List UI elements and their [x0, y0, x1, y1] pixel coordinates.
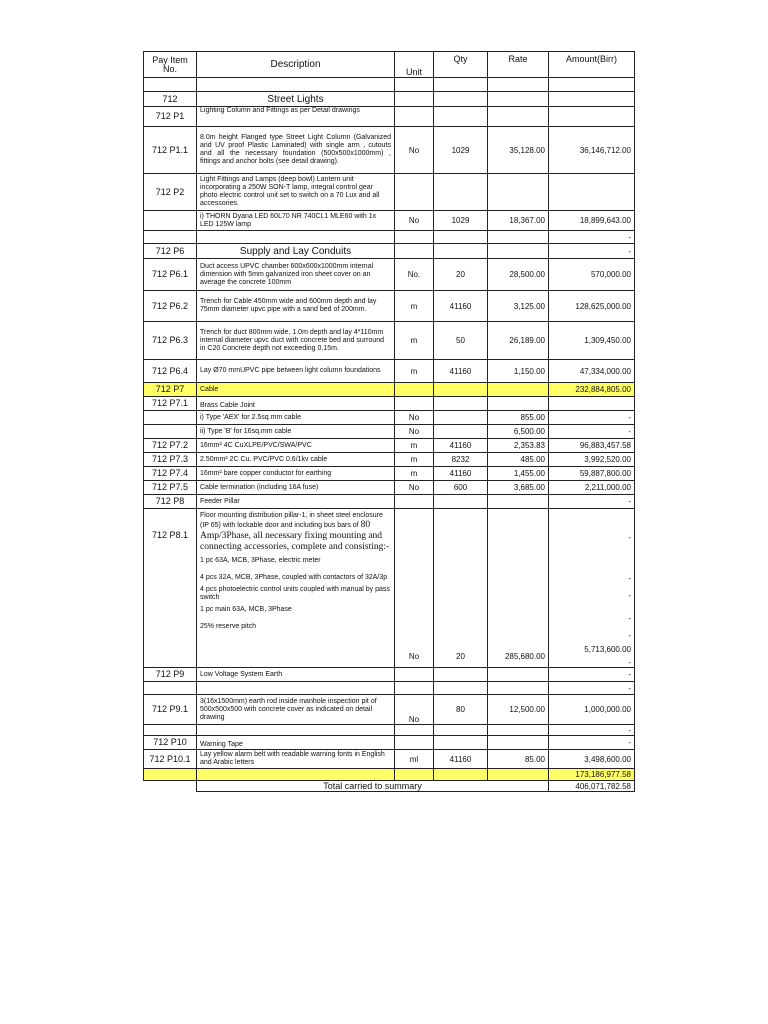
unit-cell: No. [395, 259, 434, 291]
description-cell: 3(16x1500mm) earth rod inside manhole inspection pit of 500x500x500 with concrete cover as indicated on detail drawing [197, 695, 395, 725]
table-row [144, 397, 635, 411]
amount-cell: 96,883,457.58 [549, 439, 635, 453]
rate-cell: 3,125.00 [488, 291, 549, 322]
table-row [144, 453, 635, 467]
amount-cell: 570,000.00 [549, 259, 635, 291]
header-amount: Amount(Birr) [549, 52, 635, 78]
unit-cell: m [395, 439, 434, 453]
table-row [144, 439, 635, 453]
unit-cell: No [395, 425, 434, 439]
header-row [144, 52, 635, 78]
table-row [144, 211, 635, 231]
qty-cell: 1029 [434, 211, 488, 231]
table-row [144, 174, 635, 211]
header-qty: Qty [434, 52, 488, 78]
amount-cell: - [549, 668, 635, 682]
table-row [144, 481, 635, 495]
table-row [144, 107, 635, 127]
amount-cell: 47,334,000.00 [549, 360, 635, 383]
rate-cell: 85.00 [488, 750, 549, 769]
description-cell: Brass Cable Joint [197, 397, 395, 411]
description-cell: Cable [197, 383, 395, 397]
header-description: Description [197, 52, 395, 78]
qty-cell: 50 [434, 322, 488, 360]
description-subitem: 4 pcs photoelectric control units coupled with manual by pass switch [200, 586, 390, 601]
amount-cell: 18,899,643.00 [549, 211, 635, 231]
amount-cell: 1,309,450.00 [549, 322, 635, 360]
total-amount: 406,071,782.58 [549, 781, 635, 792]
section-title: Supply and Lay Conduits [197, 244, 395, 259]
pay-item-cell: 712 [144, 92, 197, 107]
pay-item-cell: 712 P6.4 [144, 360, 197, 383]
unit-cell: m [395, 360, 434, 383]
description-text: Floor mounting distribution pillar-1, in sheet steel enclosure (IP 65) with lockable door and including bus bars of [200, 512, 383, 529]
header-pay-item: Pay Item No. [144, 52, 197, 78]
rate-cell: 285,680.00 [488, 509, 549, 668]
rate-cell: 28,500.00 [488, 259, 549, 291]
rate-cell: 12,500.00 [488, 695, 549, 725]
rate-cell: 855.00 [488, 411, 549, 425]
description-cell: 16mm² bare copper conductor for earthing [197, 467, 395, 481]
table-row [144, 291, 635, 322]
rate-cell: 26,189.00 [488, 322, 549, 360]
pay-item-cell: 712 P6.3 [144, 322, 197, 360]
bill-of-quantities-table [143, 51, 635, 792]
pay-item-cell: 712 P8 [144, 495, 197, 509]
description-subitem: 1 pc 63A, MCB, 3Phase, electric meter [200, 557, 321, 564]
unit-cell: m [395, 291, 434, 322]
subtotal-amount: 173,186,977.58 [549, 769, 635, 781]
description-cell: Duct access UPVC chamber 600x600x1000mm internal dimension with 5mm galvanized iron sheet cover on an average the concrete 100mm [197, 259, 395, 291]
pay-item-cell: 712 P7.4 [144, 467, 197, 481]
table-row [144, 682, 635, 695]
pay-item-cell: 712 P6.1 [144, 259, 197, 291]
description-cell: ii) Type 'B' for 16sq.mm cable [197, 425, 395, 439]
pay-item-cell: 712 P10.1 [144, 750, 197, 769]
amount-cell: 2,211,000.00 [549, 481, 635, 495]
amount-cell: 3,992,520.00 [549, 453, 635, 467]
unit-cell: m [395, 467, 434, 481]
amount-cell: - [549, 231, 635, 244]
description-cell: Low Voltage System Earth [197, 668, 395, 682]
rate-cell: 6,500.00 [488, 425, 549, 439]
amount-cell: - [549, 411, 635, 425]
unit-cell: m [395, 453, 434, 467]
amount-cell: 36,146,712.00 [549, 127, 635, 174]
table-row [144, 509, 635, 668]
unit-cell: m [395, 322, 434, 360]
pay-item-cell: 712 P1 [144, 107, 197, 127]
description-cell: 16mm² 4C CuXLPE/PVC/SWA/PVC [197, 439, 395, 453]
description-subitem: 1 pc main 63A, MCB, 3Phase [200, 606, 292, 613]
unit-cell: No [395, 211, 434, 231]
pay-item-cell: 712 P6 [144, 244, 197, 259]
pay-item-cell: 712 P7.5 [144, 481, 197, 495]
unit-cell: ml [395, 750, 434, 769]
qty-cell: 41160 [434, 750, 488, 769]
qty-cell: 41160 [434, 360, 488, 383]
description-subitem: 25% reserve pitch [200, 623, 257, 630]
rate-cell: 2,353.83 [488, 439, 549, 453]
unit-cell: No [395, 695, 434, 725]
rate-cell: 1,150.00 [488, 360, 549, 383]
qty-cell: 8232 [434, 453, 488, 467]
description-cell: Lay Ø70 mmUPVC pipe between light column foundations [197, 360, 395, 383]
total-row [144, 781, 635, 792]
table-row [144, 736, 635, 750]
table-row [144, 78, 635, 92]
total-label: Total carried to summary [197, 781, 549, 792]
unit-cell: No [395, 481, 434, 495]
description-cell: Light Fittings and Lamps (deep bowl) Lantern unit incorporating a 250W SON-T lamp, integral control gear photo electric control unit set to switch on a 70 Lux and all accessories. [197, 174, 395, 211]
pay-item-cell: 712 P8.1 [144, 509, 197, 668]
pay-item-cell: 712 P9 [144, 668, 197, 682]
amount-cell: 128,625,000.00 [549, 291, 635, 322]
description-cell: Trench for Cable 450mm wide and 600mm depth and lay 75mm diameter upvc pipe with a sand bed of 200mm. [197, 291, 395, 322]
unit-cell: No [395, 411, 434, 425]
description-cell: Trench for duct 800mm wide, 1.0m depth and lay 4*110mm internal diameter upvc duct with concrete bed and surround in C20 Concrete depth not exceeding 0.15m. [197, 322, 395, 360]
pay-item-cell: 712 P9.1 [144, 695, 197, 725]
amount-cell: - [549, 736, 635, 750]
pay-item-cell: 712 P2 [144, 174, 197, 211]
table-row [144, 725, 635, 736]
amount-cell: - [549, 682, 635, 695]
qty-cell: 600 [434, 481, 488, 495]
pay-item-cell: 712 P7.3 [144, 453, 197, 467]
amount-cell: 59,887,800.00 [549, 467, 635, 481]
pay-item-cell: 712 P10 [144, 736, 197, 750]
table-row [144, 695, 635, 725]
rate-cell: 3,685.00 [488, 481, 549, 495]
qty-cell: 1029 [434, 127, 488, 174]
pay-item-cell: 712 P7 [144, 383, 197, 397]
table-row [144, 127, 635, 174]
rate-cell: 18,367.00 [488, 211, 549, 231]
table-row [144, 259, 635, 291]
amount-cell: - [549, 495, 635, 509]
table-row [144, 668, 635, 682]
amount-cell: - - - - - 5,713,600.00 - [549, 509, 635, 668]
pay-item-cell: 712 P6.2 [144, 291, 197, 322]
rate-cell: 35,128.00 [488, 127, 549, 174]
description-cell: Feeder Pillar [197, 495, 395, 509]
table-row [144, 495, 635, 509]
section-title: Street Lights [197, 92, 395, 107]
amount-cell: 232,884,805.00 [549, 383, 635, 397]
header-unit: Unit [395, 52, 434, 78]
description-cell: Lighting Column and Fittings as per Detail drawings [197, 107, 395, 127]
table-row [144, 92, 635, 107]
header-rate: Rate [488, 52, 549, 78]
pay-item-cell: 712 P7.1 [144, 397, 197, 411]
table-row-highlight [144, 383, 635, 397]
table-row [144, 411, 635, 425]
table-row [144, 244, 635, 259]
description-cell [197, 509, 395, 668]
table-row [144, 467, 635, 481]
amount-cell: - [549, 425, 635, 439]
qty-cell: 20 [434, 259, 488, 291]
description-cell: i) Type 'AEX' for 2.5sq.mm cable [197, 411, 395, 425]
table-row [144, 425, 635, 439]
table-row [144, 750, 635, 769]
amount-cell: - [549, 244, 635, 259]
description-cell: Warning Tape [197, 736, 395, 750]
unit-cell: No [395, 127, 434, 174]
qty-cell: 80 [434, 695, 488, 725]
qty-cell: 41160 [434, 439, 488, 453]
unit-cell: No [395, 509, 434, 668]
description-cell: 8.0m height Flanged type Street Light Column (Galvanized and UV proof Plastic Laminated) with single arm , cutouts and all the necessary foundation (500x500x1000mm) , fittings and anchor bolts (see detail drawing). [197, 127, 395, 174]
pay-item-cell: 712 P1.1 [144, 127, 197, 174]
table-row [144, 360, 635, 383]
qty-cell: 41160 [434, 467, 488, 481]
description-cell: 2.50mm² 2C Cu. PVC/PVC 0.6/1kv cable [197, 453, 395, 467]
table-row [144, 322, 635, 360]
amount-cell: 3,498,600.00 [549, 750, 635, 769]
amount-cell: - [549, 725, 635, 736]
pay-item-cell: 712 P7.2 [144, 439, 197, 453]
description-text: 80 Amp/3Phase, all necessary fixing mounting and connecting accessories, complete and consisting:- [200, 520, 390, 552]
rate-cell: 1,455.00 [488, 467, 549, 481]
amount-cell: 1,000,000.00 [549, 695, 635, 725]
description-cell: Lay yellow alarm belt with readable warning fonts in English and Arabic letters [197, 750, 395, 769]
qty-cell: 41160 [434, 291, 488, 322]
subtotal-row [144, 769, 635, 781]
description-subitem: 4 pcs 32A, MCB, 3Phase, coupled with contactors of 32A/3p [200, 574, 388, 581]
rate-cell: 485.00 [488, 453, 549, 467]
qty-cell: 20 [434, 509, 488, 668]
description-cell: Cable termination (including 16A fuse) [197, 481, 395, 495]
table-row [144, 231, 635, 244]
description-cell: i) THORN Dyana LED 60L70 NR 740CL1 MLE60 with 1x LED 125W lamp [197, 211, 395, 231]
